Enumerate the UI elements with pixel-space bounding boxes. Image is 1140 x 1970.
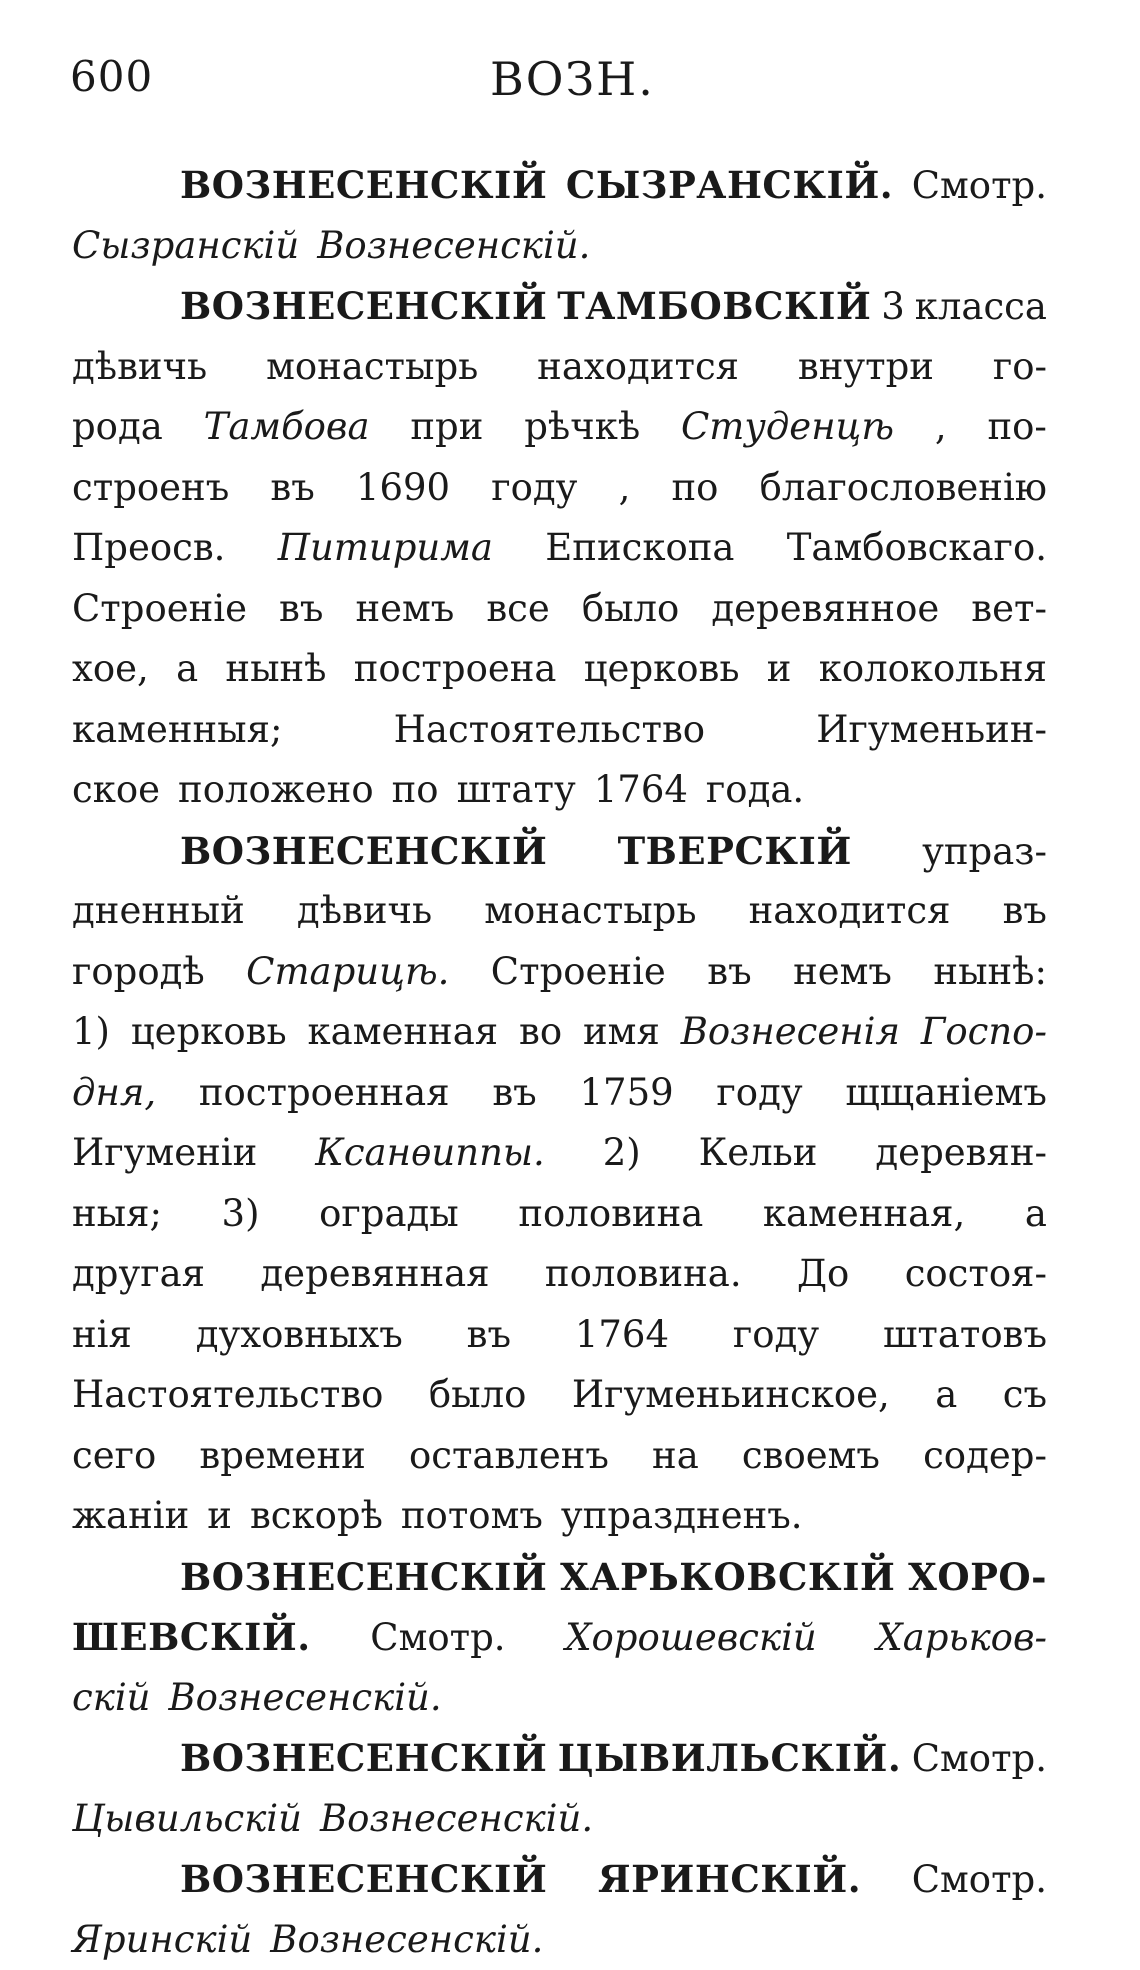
italic-word: Цывильскій (72, 1789, 302, 1850)
italic-word: Хорошевскій (565, 1608, 817, 1669)
word: въ (270, 458, 314, 519)
word: Игуменьин- (816, 700, 1047, 761)
word: состоя- (905, 1244, 1047, 1305)
word: было (582, 579, 680, 640)
word: 3) (222, 1184, 260, 1245)
word: а (176, 639, 198, 700)
word: церковь (131, 1002, 287, 1063)
word: нынѣ (225, 639, 326, 700)
word: въ (1003, 881, 1047, 942)
text-line (72, 1486, 1047, 1547)
text-line (72, 1910, 1047, 1970)
word: Игуменьинское, (572, 1365, 890, 1426)
word: въ (707, 942, 751, 1003)
word: на (652, 1426, 699, 1487)
text-line (72, 1668, 1047, 1729)
word: немъ (355, 579, 454, 640)
italic-word: Госпо- (921, 1002, 1047, 1063)
word: Настоятельство (394, 700, 705, 761)
word: жаніи (72, 1486, 189, 1547)
italic-word: Вознесенскій. (168, 1668, 441, 1729)
word: все (486, 579, 549, 640)
text-line (72, 881, 1047, 942)
word: 1764 (594, 760, 688, 821)
text-line (72, 1244, 1047, 1305)
word: въ (492, 1063, 536, 1124)
headword: ВОЗНЕСЕНСКІЙ (180, 1547, 547, 1608)
word: дненный (72, 881, 245, 942)
text-line (72, 518, 1047, 579)
headword: ВОЗНЕСЕНСКІЙ (180, 155, 547, 216)
word: было (429, 1365, 527, 1426)
word: сего (72, 1426, 156, 1487)
text-line (72, 1123, 1047, 1184)
word: До (797, 1244, 849, 1305)
italic-word: Тамбова (204, 397, 370, 458)
text-line (72, 579, 1047, 640)
text-line (72, 760, 1047, 821)
word: имя (583, 1002, 660, 1063)
word: деревянное (711, 579, 939, 640)
word: ограды (319, 1184, 459, 1245)
text-line (72, 1002, 1047, 1063)
italic-word: Студенцѣ (681, 397, 894, 458)
word: Игуменіи (72, 1123, 257, 1184)
word: духовныхъ (196, 1305, 403, 1366)
word: времени (199, 1426, 365, 1487)
word: находится (537, 337, 739, 398)
italic-word: скій (72, 1668, 150, 1729)
word: щщаніемъ (845, 1063, 1047, 1124)
headword: ВОЗНЕСЕНСКІЙ (180, 1849, 547, 1910)
word: рода (72, 397, 163, 458)
word: Преосв. (72, 518, 225, 579)
word: Кельи (699, 1123, 818, 1184)
word: хое, (72, 639, 149, 700)
text-line (72, 337, 1047, 398)
word: году (716, 1063, 802, 1124)
word: дѣвичь (72, 337, 207, 398)
text-line (72, 1063, 1047, 1124)
word: построена (354, 639, 557, 700)
word: городѣ (72, 942, 205, 1003)
word: по- (987, 397, 1046, 458)
text-line (72, 1426, 1047, 1487)
word: го- (993, 337, 1047, 398)
text-line (72, 216, 1047, 277)
word: Смотр. (912, 156, 1047, 217)
headword: ВОЗНЕСЕНСКІЙ (180, 276, 547, 337)
word: Тамбовскаго. (787, 518, 1047, 579)
word: , (935, 397, 947, 458)
word: деревян- (875, 1123, 1047, 1184)
word: вет- (971, 579, 1047, 640)
headword: ХАРЬКОВСКІЙ (560, 1547, 895, 1608)
word: при (410, 397, 483, 458)
word: Смотр. (912, 1729, 1047, 1790)
word: въ (279, 579, 323, 640)
text-line (72, 1184, 1047, 1245)
text-line (72, 155, 1047, 216)
word: 1690 (356, 458, 450, 519)
word: другая (72, 1244, 205, 1305)
word: потомъ (401, 1486, 543, 1547)
word: деревянная (260, 1244, 489, 1305)
word: , (619, 458, 631, 519)
word: Строеніе (72, 579, 247, 640)
word: 1759 (579, 1063, 673, 1124)
word: своемъ (742, 1426, 880, 1487)
italic-word: Питирима (278, 518, 493, 579)
text-line (72, 700, 1047, 761)
word: упраздненъ. (561, 1486, 803, 1547)
word: монастырь (266, 337, 478, 398)
text-line (72, 1789, 1047, 1850)
word: Епископа (545, 518, 734, 579)
word: ныя; (72, 1184, 162, 1245)
headword: ХОРО- (908, 1547, 1047, 1608)
word: каменная (308, 1002, 499, 1063)
text-line (72, 1607, 1047, 1668)
word: 2) (603, 1123, 641, 1184)
word: церковь (584, 639, 740, 700)
word: нія (72, 1305, 132, 1366)
word: съ (1003, 1365, 1047, 1426)
word: оставленъ (409, 1426, 609, 1487)
word: а (1025, 1184, 1047, 1245)
word: году (491, 458, 577, 519)
word: штату (457, 760, 576, 821)
word: немъ (793, 942, 892, 1003)
page-number: 600 (70, 52, 153, 101)
text-line (72, 821, 1047, 882)
word: класса (915, 277, 1047, 338)
italic-word: Старицѣ. (246, 942, 449, 1003)
italic-word: Вознесенскій. (317, 216, 590, 277)
headword: ЯРИНСКІЙ. (598, 1849, 861, 1910)
headword: ТАМБОВСКІЙ (557, 276, 871, 337)
word: колокольня (819, 639, 1047, 700)
word: Настоятельство (72, 1365, 383, 1426)
dictionary-text (72, 155, 1047, 1970)
running-head: ВОЗН. (490, 52, 655, 106)
word: вскорѣ (250, 1486, 383, 1547)
word: и (207, 1486, 232, 1547)
italic-word: Вознесенскій. (270, 1910, 543, 1970)
word: и (767, 639, 792, 700)
text-line (72, 276, 1047, 337)
word: а (935, 1365, 957, 1426)
word: Смотр. (912, 1850, 1047, 1911)
headword: ТВЕРСКІЙ (618, 821, 852, 882)
headword: ЦЫВИЛЬСКІЙ. (558, 1728, 901, 1789)
headword: ВОЗНЕСЕНСКІЙ (180, 1728, 547, 1789)
text-line (72, 397, 1047, 458)
word: строенъ (72, 458, 229, 519)
italic-word: Харьков- (876, 1608, 1047, 1669)
text-line (72, 942, 1047, 1003)
word: дѣвичь (297, 881, 432, 942)
word: половина. (545, 1244, 742, 1305)
headword: ШЕВСКІЙ. (72, 1607, 311, 1668)
headword: СЫЗРАНСКІЙ. (566, 155, 893, 216)
word: каменная, (763, 1184, 965, 1245)
text-line (72, 458, 1047, 519)
word: во (519, 1002, 562, 1063)
word: по (671, 458, 718, 519)
italic-word: Сызранскій (72, 216, 299, 277)
word: Смотр. (370, 1608, 505, 1669)
word: монастырь (484, 881, 696, 942)
word: построенная (199, 1063, 450, 1124)
word: рѣчкѣ (524, 397, 640, 458)
word: 1764 (575, 1305, 669, 1366)
italic-word: Вознесенія (681, 1002, 900, 1063)
word: положено (178, 760, 374, 821)
word: штатовъ (883, 1305, 1047, 1366)
word: въ (467, 1305, 511, 1366)
word: благословенію (760, 458, 1047, 519)
word: года. (706, 760, 804, 821)
italic-word: Вознесенскій. (320, 1789, 593, 1850)
headword: ВОЗНЕСЕНСКІЙ (180, 821, 547, 882)
italic-word: дня, (72, 1063, 156, 1124)
text-line (72, 639, 1047, 700)
word: ское (72, 760, 160, 821)
text-line (72, 1849, 1047, 1910)
page-header (70, 52, 1040, 112)
word: 3 (881, 277, 905, 338)
word: 1) (72, 1002, 110, 1063)
text-line (72, 1547, 1047, 1608)
word: Строеніе (491, 942, 666, 1003)
text-line (72, 1365, 1047, 1426)
word: внутри (798, 337, 934, 398)
word: году (733, 1305, 819, 1366)
italic-word: Ксанѳиппы. (315, 1123, 545, 1184)
word: нынѣ: (933, 942, 1047, 1003)
word: содер- (923, 1426, 1047, 1487)
word: по (392, 760, 439, 821)
word: упраз- (922, 822, 1047, 883)
text-line (72, 1305, 1047, 1366)
italic-word: Яринскій (72, 1910, 252, 1970)
text-line (72, 1728, 1047, 1789)
word: каменныя; (72, 700, 282, 761)
word: находится (749, 881, 951, 942)
word: половина (518, 1184, 703, 1245)
